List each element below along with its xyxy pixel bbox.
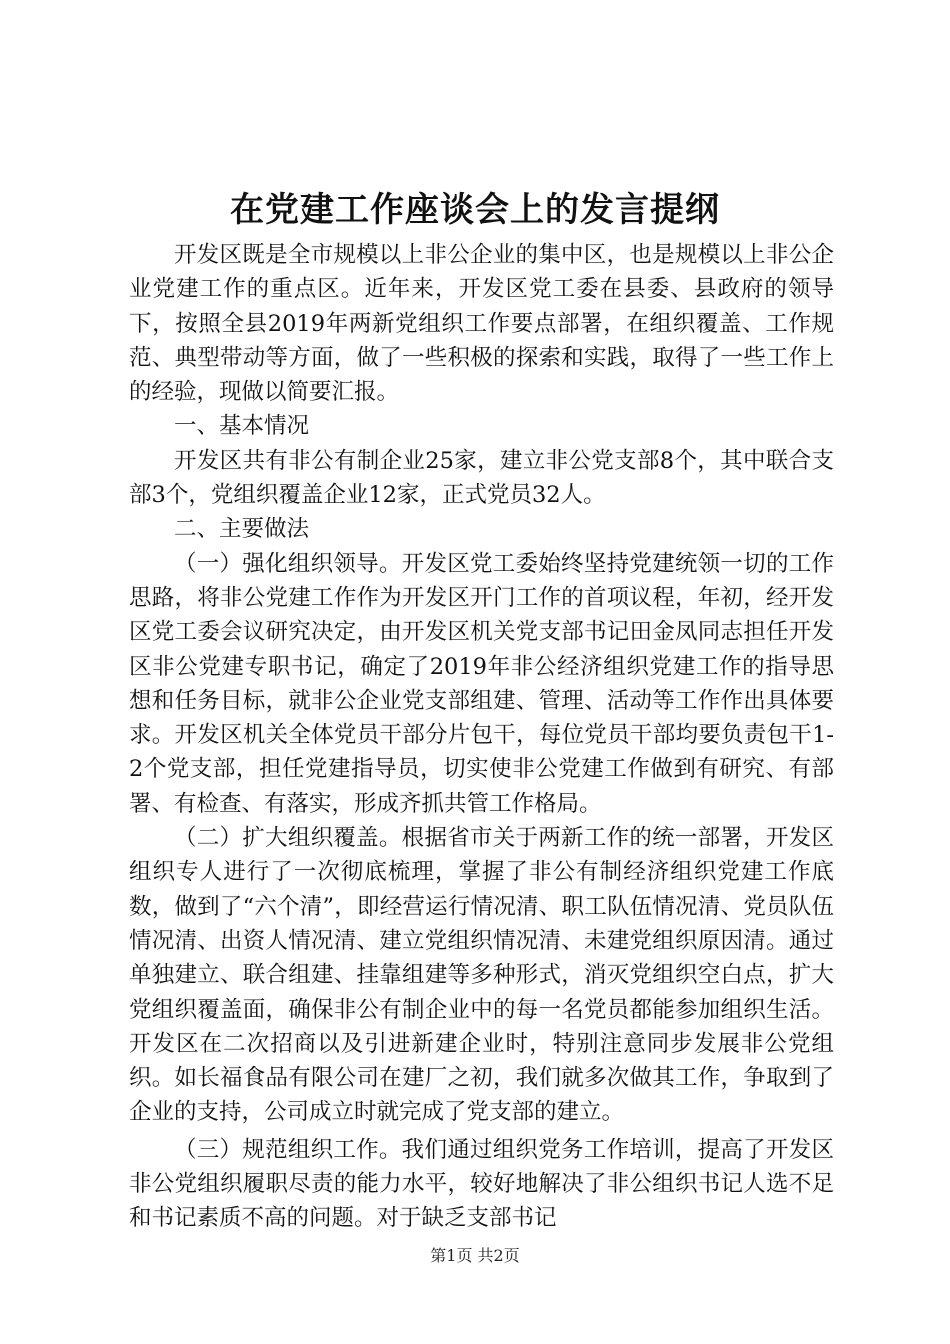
document-body: [129, 238, 834, 1236]
basic-situation-paragraph: 开发区共有非公有制企业25家，建立非公党支部8个，其中联合支部3个，党组织覆盖企业12家，正式党员32人。: [129, 447, 834, 509]
section-heading-main-practices: 二、主要做法: [174, 516, 310, 543]
page-footer: 第1页 共2页: [430, 1246, 520, 1265]
practice-paragraph-2: （二）扩大组织覆盖。根据省市关于两新工作的统一部署，开发区组织专人进行了一次彻底梳理，掌握了非公有制经济组织党建工作底数，做到了“六个清”，即经营运行情况清、职工队伍情况清、党员队伍情况清、出资人情况清、建立党组织情况清、未建党组织原因清。通过单独建立、联合组建、挂靠组建等多种形式，消灭党组织空白点，扩大党组织覆盖面，确保非公有制企业中的每一名党员都能参加组织生活。开发区在二次招商以及引进新建企业时，特别注意同步发展非公党组织。如长福食品有限公司在建厂之初，我们就多次做其工作，争取到了企业的支持，公司成立时就完成了党支部的建立。: [129, 825, 834, 1126]
document-title: 在党建工作座谈会上的发言提纲: [230, 190, 720, 230]
section-heading-basic-situation: 一、基本情况: [174, 413, 310, 440]
intro-paragraph: 开发区既是全市规模以上非公企业的集中区，也是规模以上非公企业党建工作的重点区。近年来，开发区党工委在县委、县政府的领导下，按照全县2019年两新党组织工作要点部署，在组织覆盖、工作规范、典型带动等方面，做了一些积极的探索和实践，取得了一些工作上的经验，现做以简要汇报。: [129, 242, 834, 406]
practice-paragraph-3: （三）规范组织工作。我们通过组织党务工作培训，提高了开发区非公党组织履职尽责的能力水平，较好地解决了非公组织书记人选不足和书记素质不高的问题。对于缺乏支部书记: [129, 1136, 834, 1232]
practice-paragraph-1: （一）强化组织领导。开发区党工委始终坚持党建统领一切的工作思路，将非公党建工作作为开发区开门工作的首项议程，年初，经开发区党工委会议研究决定，由开发区机关党支部书记田金凤同志担任开发区非公党建专职书记，确定了2019年非公经济组织党建工作的指导思想和任务目标，就非公企业党支部组建、管理、活动等工作作出具体要求。开发区机关全体党员干部分片包干，每位党员干部均要负责包干1-2个党支部，担任党建指导员，切实使非公党建工作做到有研究、有部署、有检查、有落实，形成齐抓共管工作格局。: [129, 550, 834, 817]
